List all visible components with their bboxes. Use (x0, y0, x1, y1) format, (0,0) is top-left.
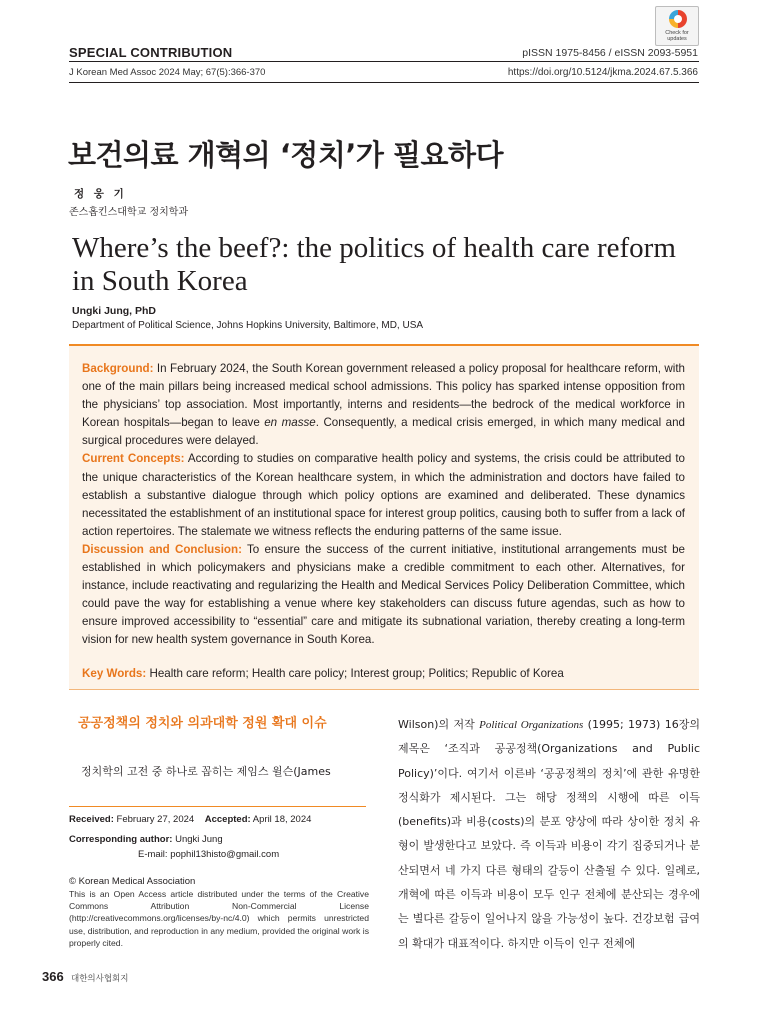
received-accepted-dates (69, 814, 311, 825)
accepted-date: April 18, 2024 (250, 814, 312, 825)
right-text-start: Wilson)의 저작 (398, 718, 480, 731)
received-label: Received: (69, 814, 114, 825)
english-author: Ungki Jung, PhD (72, 305, 156, 317)
current-concepts-text: According to studies on comparative health policy and systems, the crisis could be attributed to the unique characteristics of the Korean healthcare system, in which the administration and doctors have failed to establish a substantive dialogue through which policy options are examined and deliberated. These dynamics necessitated the establishment of an institutional space for interest group politics, causing both to suffer from a lack of action repertoires. The stalemate we witness reflects the enduring patterns of the same issue. (82, 452, 685, 538)
english-title: Where’s the beef?: the politics of health care reform in South Korea (72, 232, 676, 297)
discussion-heading: Discussion and Conclusion: (82, 542, 242, 556)
background-italic: en masse (264, 416, 316, 430)
abstract-text (82, 360, 685, 650)
body-paragraph-left: 정치학의 고전 중 하나로 꼽히는 제임스 윌슨(James (81, 765, 331, 778)
header-divider-bottom (69, 82, 699, 83)
citation: J Korean Med Assoc 2024 May; 67(5):366-370 (69, 67, 266, 78)
background-text: In February 2024, the South Korean government released a policy proposal for healthcare reform, with one of the main pillars being increased medical school admissions. This policy has sparked intense opposition from the physicians’ top association. Most importantly, interns and residents—the bedrock of the medical workforce in Korean hospitals—began to leave (82, 362, 685, 430)
meta-divider (69, 806, 366, 807)
corresponding-name: Ungki Jung (172, 834, 223, 845)
email-link[interactable]: E-mail: pophil13histo@gmail.com (138, 849, 280, 860)
page-number: 366 (42, 969, 64, 984)
header-divider (69, 61, 699, 62)
korean-affiliation: 존스홉킨스대학교 정치학과 (69, 207, 189, 218)
background-heading: Background: (82, 362, 154, 375)
corresponding-author (69, 834, 223, 845)
korean-title: 보건의료 개혁의 ‘정치’가 필요하다 (68, 138, 504, 172)
journal-name: 대한의사협회지 (71, 974, 129, 984)
current-concepts-heading: Current Concepts: (82, 452, 185, 466)
corresponding-label: Corresponding author: (69, 834, 173, 845)
abstract-box (69, 344, 699, 690)
section-heading: 공공정책의 정치와 의과대학 정원 확대 이슈 (78, 716, 327, 731)
received-date: February 27, 2024 (113, 814, 195, 825)
discussion-text: To ensure the success of the current initiative, institutional arrangements must be established in which policymakers and physicians make a credible commitment to each other. Alternatives, for instance, include reactivating and regularizing the Health and Medical Services Policy Deliberation Committee, which could pave the way for establishing a venue where key stakeholders can discuss future agendas, such as how to ensure improved accessibility to “essential” care and mitigate its subnational variation, thereby creating a long-term vision for new health system governance in South Korea. (82, 542, 685, 647)
doi-link[interactable]: https://doi.org/10.5124/jkma.2024.67.5.366 (507, 67, 698, 78)
korean-author: 정 웅 기 (74, 188, 127, 200)
keywords-text: Health care reform; Health care policy; Interest group; Politics; Republic of Korea (146, 666, 564, 680)
book-title: Political Organizations (479, 719, 584, 731)
copyright: © Korean Medical Association (69, 876, 196, 887)
crossmark-icon (669, 10, 687, 28)
keywords-heading: Key Words: (82, 666, 147, 680)
section-label: SPECIAL CONTRIBUTION (69, 45, 233, 60)
right-text-rest: (1995; 1973) 16장의 제목은 ‘조직과 공공정책(Organizations and Public Policy)’이다. 여기서 이른바 ‘공공정책의 정치’에 관한 유명한 정식화가 제시된다. 그는 해당 정책의 시행에 따른 이득(benefits)과 비용(costs)의 분포 양상에 따라 상이한 정치 유형이 발생한다고 보았다. 즉 이득과 비용이 각기 집중되거나 분산되면서 네 가지 다른 형태의 갈등이 산출될 수 있다. 일례로, 개혁에 따른 이득과 비용이 모두 인구 전체에 분산되는 경우에는 별다른 갈등이 일어나지 않을 가능성이 높다. 건강보험 급여의 확대가 대표적이다. 하지만 이득이 인구 전체에 (398, 718, 700, 950)
issn: pISSN 1975-8456 / eISSN 2093-5951 (522, 47, 698, 59)
check-for-updates-badge[interactable] (655, 6, 699, 46)
badge-label: Check for updates (665, 30, 689, 42)
accepted-label: Accepted: (204, 814, 251, 825)
license-text: This is an Open Access article distributed under the terms of the Creative Commons Attribution Non-Commercial License (http://creativecommons.org/licenses/by-nc/4.0) which permits unrestricted use, distribution, and reproduction in any medium, provided the original work is properly cited. (69, 889, 369, 948)
english-affiliation: Department of Political Science, Johns Hopkins University, Baltimore, MD, USA (72, 320, 424, 331)
keywords (82, 665, 685, 683)
body-paragraph-right (398, 713, 700, 956)
background-text-end: . Consequently, a medical crisis emerged, in which many medical and surgical procedures were delayed. (82, 416, 685, 448)
